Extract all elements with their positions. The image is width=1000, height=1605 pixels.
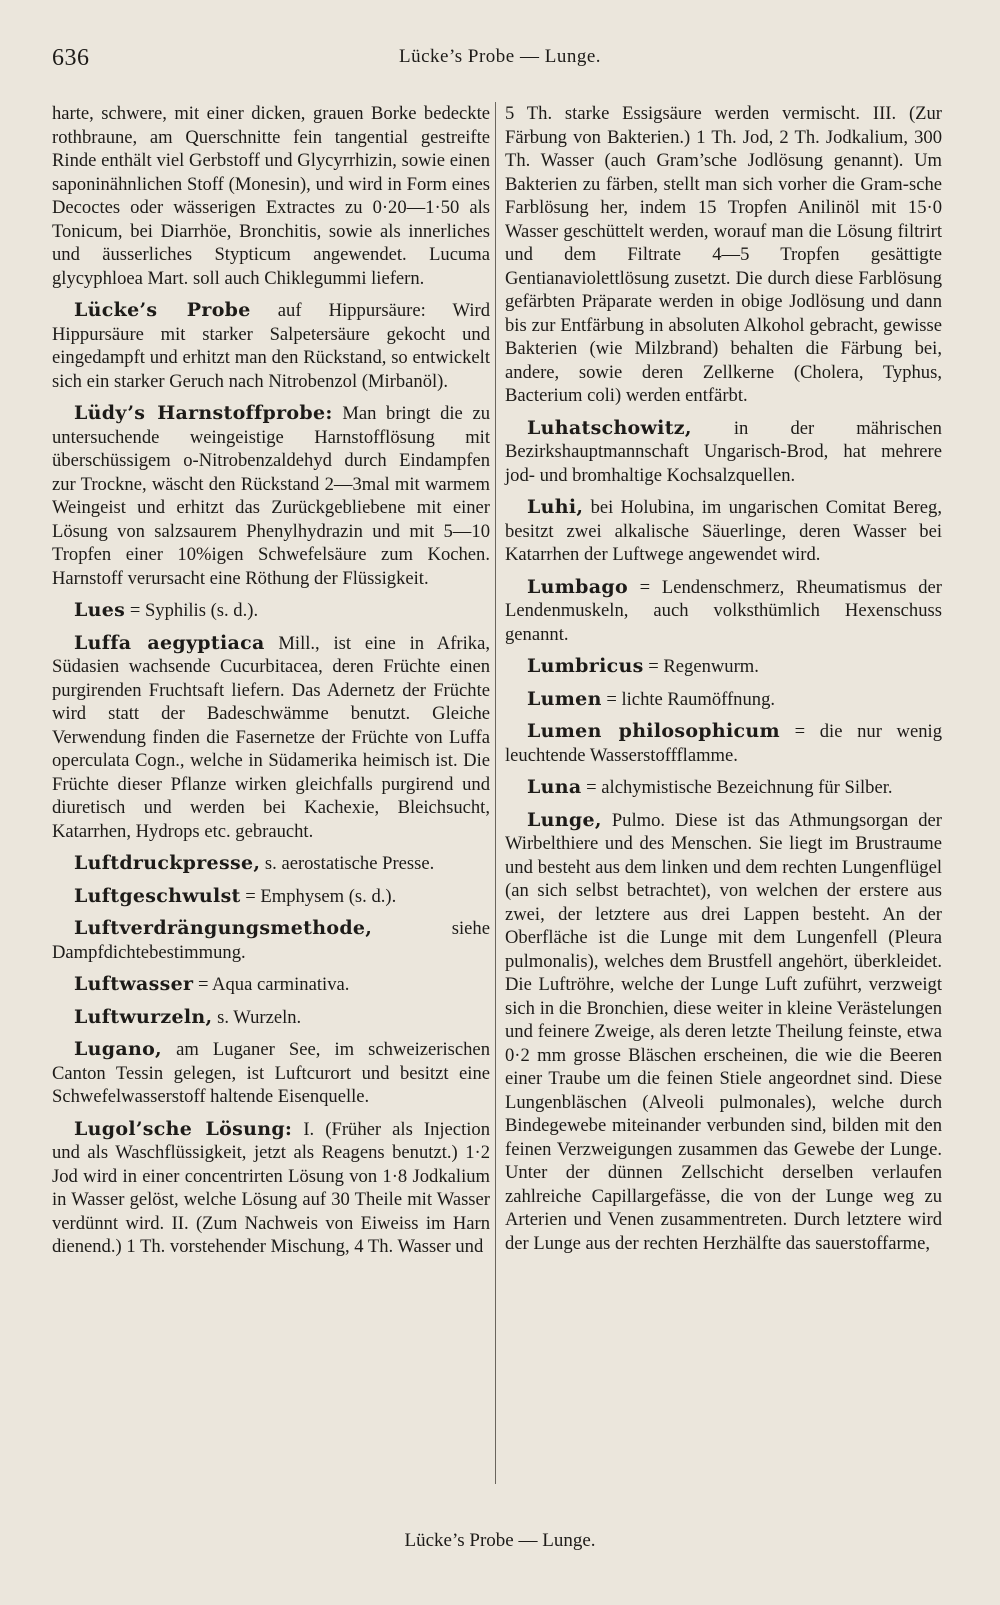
entry-text: = lichte Raumöffnung. xyxy=(606,688,776,710)
dictionary-entry xyxy=(505,655,942,679)
dictionary-entry xyxy=(505,496,942,567)
entry-headword: Lugol’sche Lösung: xyxy=(74,1117,293,1140)
entry-text: s. Wurzeln. xyxy=(217,1006,302,1028)
entry-text: am Luganer See, im schweizerischen Canton Tessin gelegen, ist Luftcurort und besitzt eine Schwefelwasserstoff haltende Eisenquelle. xyxy=(52,1039,490,1107)
column-divider xyxy=(495,102,496,1484)
entry-text: I. (Früher als Injection und als Waschflüssigkeit, jetzt als Reagens benutzt.) 1·2 Jod wird in einer concentrirten Lösung von 1·8 Jodkalium in Wasser gelöst, welche Lösung auf 30 Theile mit Wasser verdünnt wird. II. (Zum Nachweis von Eiweiss im Harn dienend.) 1 Th. vorstehender Mischung, 4 Th. Wasser und xyxy=(52,1118,490,1257)
left-column xyxy=(52,102,490,1268)
entry-text: = Syphilis (s. d.). xyxy=(129,600,259,621)
entry-headword: Lüdy’s Harnstoffprobe: xyxy=(74,402,333,424)
entry-headword: Lumbricus xyxy=(527,655,644,677)
entry-headword: Lücke’s Probe xyxy=(74,299,251,321)
dictionary-entry xyxy=(52,885,490,909)
entry-text: = Lendenschmerz, Rheumatismus der Lendenmuskeln, auch volksthümlich Hexenschuss genannt. xyxy=(505,576,942,645)
dictionary-entry xyxy=(505,417,942,488)
entry-text: bei Holubina, im ungarischen Comitat Bereg, besitzt zwei alkalische Säuerlinge, deren Wasser bei Katarrhen der Luftwege angewendet wird. xyxy=(505,497,942,565)
entry-headword: Luhatschowitz, xyxy=(527,416,692,439)
entry-headword: Lumen philosophicum xyxy=(527,720,780,742)
dictionary-entry xyxy=(52,632,490,844)
entry-headword: Lunge, xyxy=(527,808,602,831)
entry-headword: Luhi, xyxy=(527,496,584,518)
dictionary-entry xyxy=(505,576,942,647)
entry-headword: Lues xyxy=(74,599,126,621)
entry-text: in der mährischen Bezirkshauptmannschaft Ungarisch-Brod, hat mehrere jod- und bromhaltige Kochsalzquellen. xyxy=(505,417,942,486)
dictionary-entry xyxy=(505,688,942,712)
dictionary-entry xyxy=(505,102,942,408)
entry-text: auf Hippursäure: Wird Hippursäure mit starker Salpetersäure gekocht und eingedampft und erhitzt man den Rückstand, so entwickelt sich ein starker Geruch nach Nitrobenzol (Mirbanöl). xyxy=(52,300,490,392)
entry-headword: Lumen xyxy=(527,687,602,710)
right-column xyxy=(505,102,942,1264)
dictionary-entry xyxy=(52,1118,490,1259)
dictionary-entry xyxy=(52,852,490,876)
page-number: 636 xyxy=(52,45,90,71)
entry-text: Mill., ist eine in Afrika, Südasien wachsende Cucurbitacea, deren Früchte einen purgirenden Fruchtsaft liefern. Das Adernetz der Früchte wird statt der Badeschwämme benutzt. Gleiche Verwendung finden die Fasernetze der Früchte von Luffa operculata Cogn., welche in Südamerika heimisch ist. Die Früchte dieser Pflanze wirken gleichfalls purgirend und diuretisch und werden bei Kachexie, Bleichsucht, Katarrhen, Hydrops etc. gebraucht. xyxy=(52,632,490,842)
entry-text: Man bringt die zu untersuchende weingeistige Harnstofflösung mit überschüssigem o-Nitrobenzaldehyd durch Eindampfen zur Trockne, wäscht den Rückstand 2—3mal mit warmem Weingeist und erhitzt das Zurückgebliebene mit einer Lösung von salzsaurem Phenylhydrazin und mit 5—10 Tropfen einer 10%igen Schwefelsäure zum Kochen. Harnstoff verursacht eine Röthung der Flüssigkeit. xyxy=(52,403,491,589)
dictionary-entry xyxy=(52,1006,490,1030)
entry-text: harte, schwere, mit einer dicken, grauen Borke bedeckte rothbraune, am Querschnitte fein tangential gestreifte Rinde enthält viel Gerbstoff und Glycyrrhizin, sowie einen saponinähnlichen Stoff (Monesin), und wird in Form eines Decoctes oder wässerigen Extractes zu 0·20—1·50 als Tonicum, bei Diarrhöe, Bronchitis, sowie als innerliches und äusserliches Stypticum angewendet. Lucuma glycyphloea Mart. soll auch Chiklegummi liefern. xyxy=(52,103,490,289)
entry-text: = Regenwurm. xyxy=(648,656,759,677)
dictionary-entry xyxy=(52,599,490,623)
entry-headword: Luftwurzeln, xyxy=(74,1005,213,1028)
dictionary-entry xyxy=(505,809,942,1256)
dictionary-entry xyxy=(52,917,490,964)
entry-text: = Emphysem (s. d.). xyxy=(245,885,397,907)
dictionary-entry xyxy=(52,402,490,590)
entry-headword: Lumbago xyxy=(527,575,628,598)
dictionary-entry xyxy=(52,102,490,290)
dictionary-entry xyxy=(52,299,490,393)
dictionary-entry xyxy=(505,776,942,800)
entry-text: = Aqua carminativa. xyxy=(197,974,350,995)
entry-text: s. aerostatische Presse. xyxy=(264,853,435,874)
entry-headword: Luftdruckpresse, xyxy=(74,852,261,874)
entry-text: siehe Dampfdichtebestimmung. xyxy=(52,918,490,963)
dictionary-entry xyxy=(52,973,490,997)
dictionary-entry xyxy=(505,720,942,767)
entry-text: = die nur wenig leuchtende Wasserstoffflamme. xyxy=(505,721,942,766)
page-footer: Lücke’s Probe — Lunge. xyxy=(404,1530,596,1551)
dictionary-entry xyxy=(52,1038,490,1109)
entry-headword: Luftverdrängungsmethode, xyxy=(74,917,373,939)
entry-headword: Luftgeschwulst xyxy=(74,884,241,907)
entry-headword: Luna xyxy=(527,776,582,798)
entry-headword: Luftwasser xyxy=(74,973,194,995)
entry-text: Pulmo. Diese ist das Athmungsorgan der Wirbelthiere und des Menschen. Sie liegt im Brustraume und besteht aus dem linken und dem rechten Lungenflügel (an sich selbst betrachtet), von welchen der erstere aus zwei, der letztere aus drei Lappen besteht. An der Oberfläche ist die Lunge mit dem Lungenfell (Pleura pulmonalis), welches dem Brustfell angehört, überkleidet. Die Luftröhre, welche der Lunge Luft zuführt, verzweigt sich in die Bronchien, diese weiter in kleine Verästelungen und feinere Zweige, als deren letzte Theilung feinste, etwa 0·2 mm grosse Bläschen erscheinen, die wie die Beeren einer Traube um die feinen Stiele angeordnet sind. Diese Lungenbläschen (Alveoli pulmonales), welche durch Bindegewebe miteinander verbunden sind, bilden mit den feinen Verzweigungen zusammen das Gewebe der Lunge. Unter der dünnen Zellschicht derselben verlaufen zahlreiche Capillargefässe, die von der Lunge weg zu Arterien und Venen zusammentreten. Durch letztere wird der Lunge aus der rechten Herzhälfte das sauerstoffarme, xyxy=(505,809,942,1254)
entry-headword: Luffa aegyptiaca xyxy=(74,631,265,654)
entry-text: = alchymistische Bezeichnung für Silber. xyxy=(586,777,893,798)
entry-text: 5 Th. starke Essigsäure werden vermischt. III. (Zur Färbung von Bakterien.) 1 Th. Jod, 2 Th. Jodkalium, 300 Th. Wasser (auch Gram’sche Jodlösung genannt). Um Bakterien zu färben, stellt man sich vorher die Gram-sche Farblösung her, indem 15 Tropfen Anilinöl mit 15·0 Wasser geschüttelt werden, worauf man die Lösung filtrirt und dem Filtrate 4—5 Tropfen gesättigte Gentianaviolettlösung zusetzt. Die durch diese Farblösung gefärbten Präparate werden in obige Jodlösung und dann bis zur Entfärbung in absoluten Alkohol gebracht, gewisse Bakterien (wie Milzbrand) behalten die Färbung bei, andere, sowie deren Zellkerne (Cholera, Typhus, Bacterium coli) werden entfärbt. xyxy=(505,103,942,406)
running-head: Lücke’s Probe — Lunge. xyxy=(398,46,601,67)
entry-headword: Lugano, xyxy=(74,1038,162,1060)
